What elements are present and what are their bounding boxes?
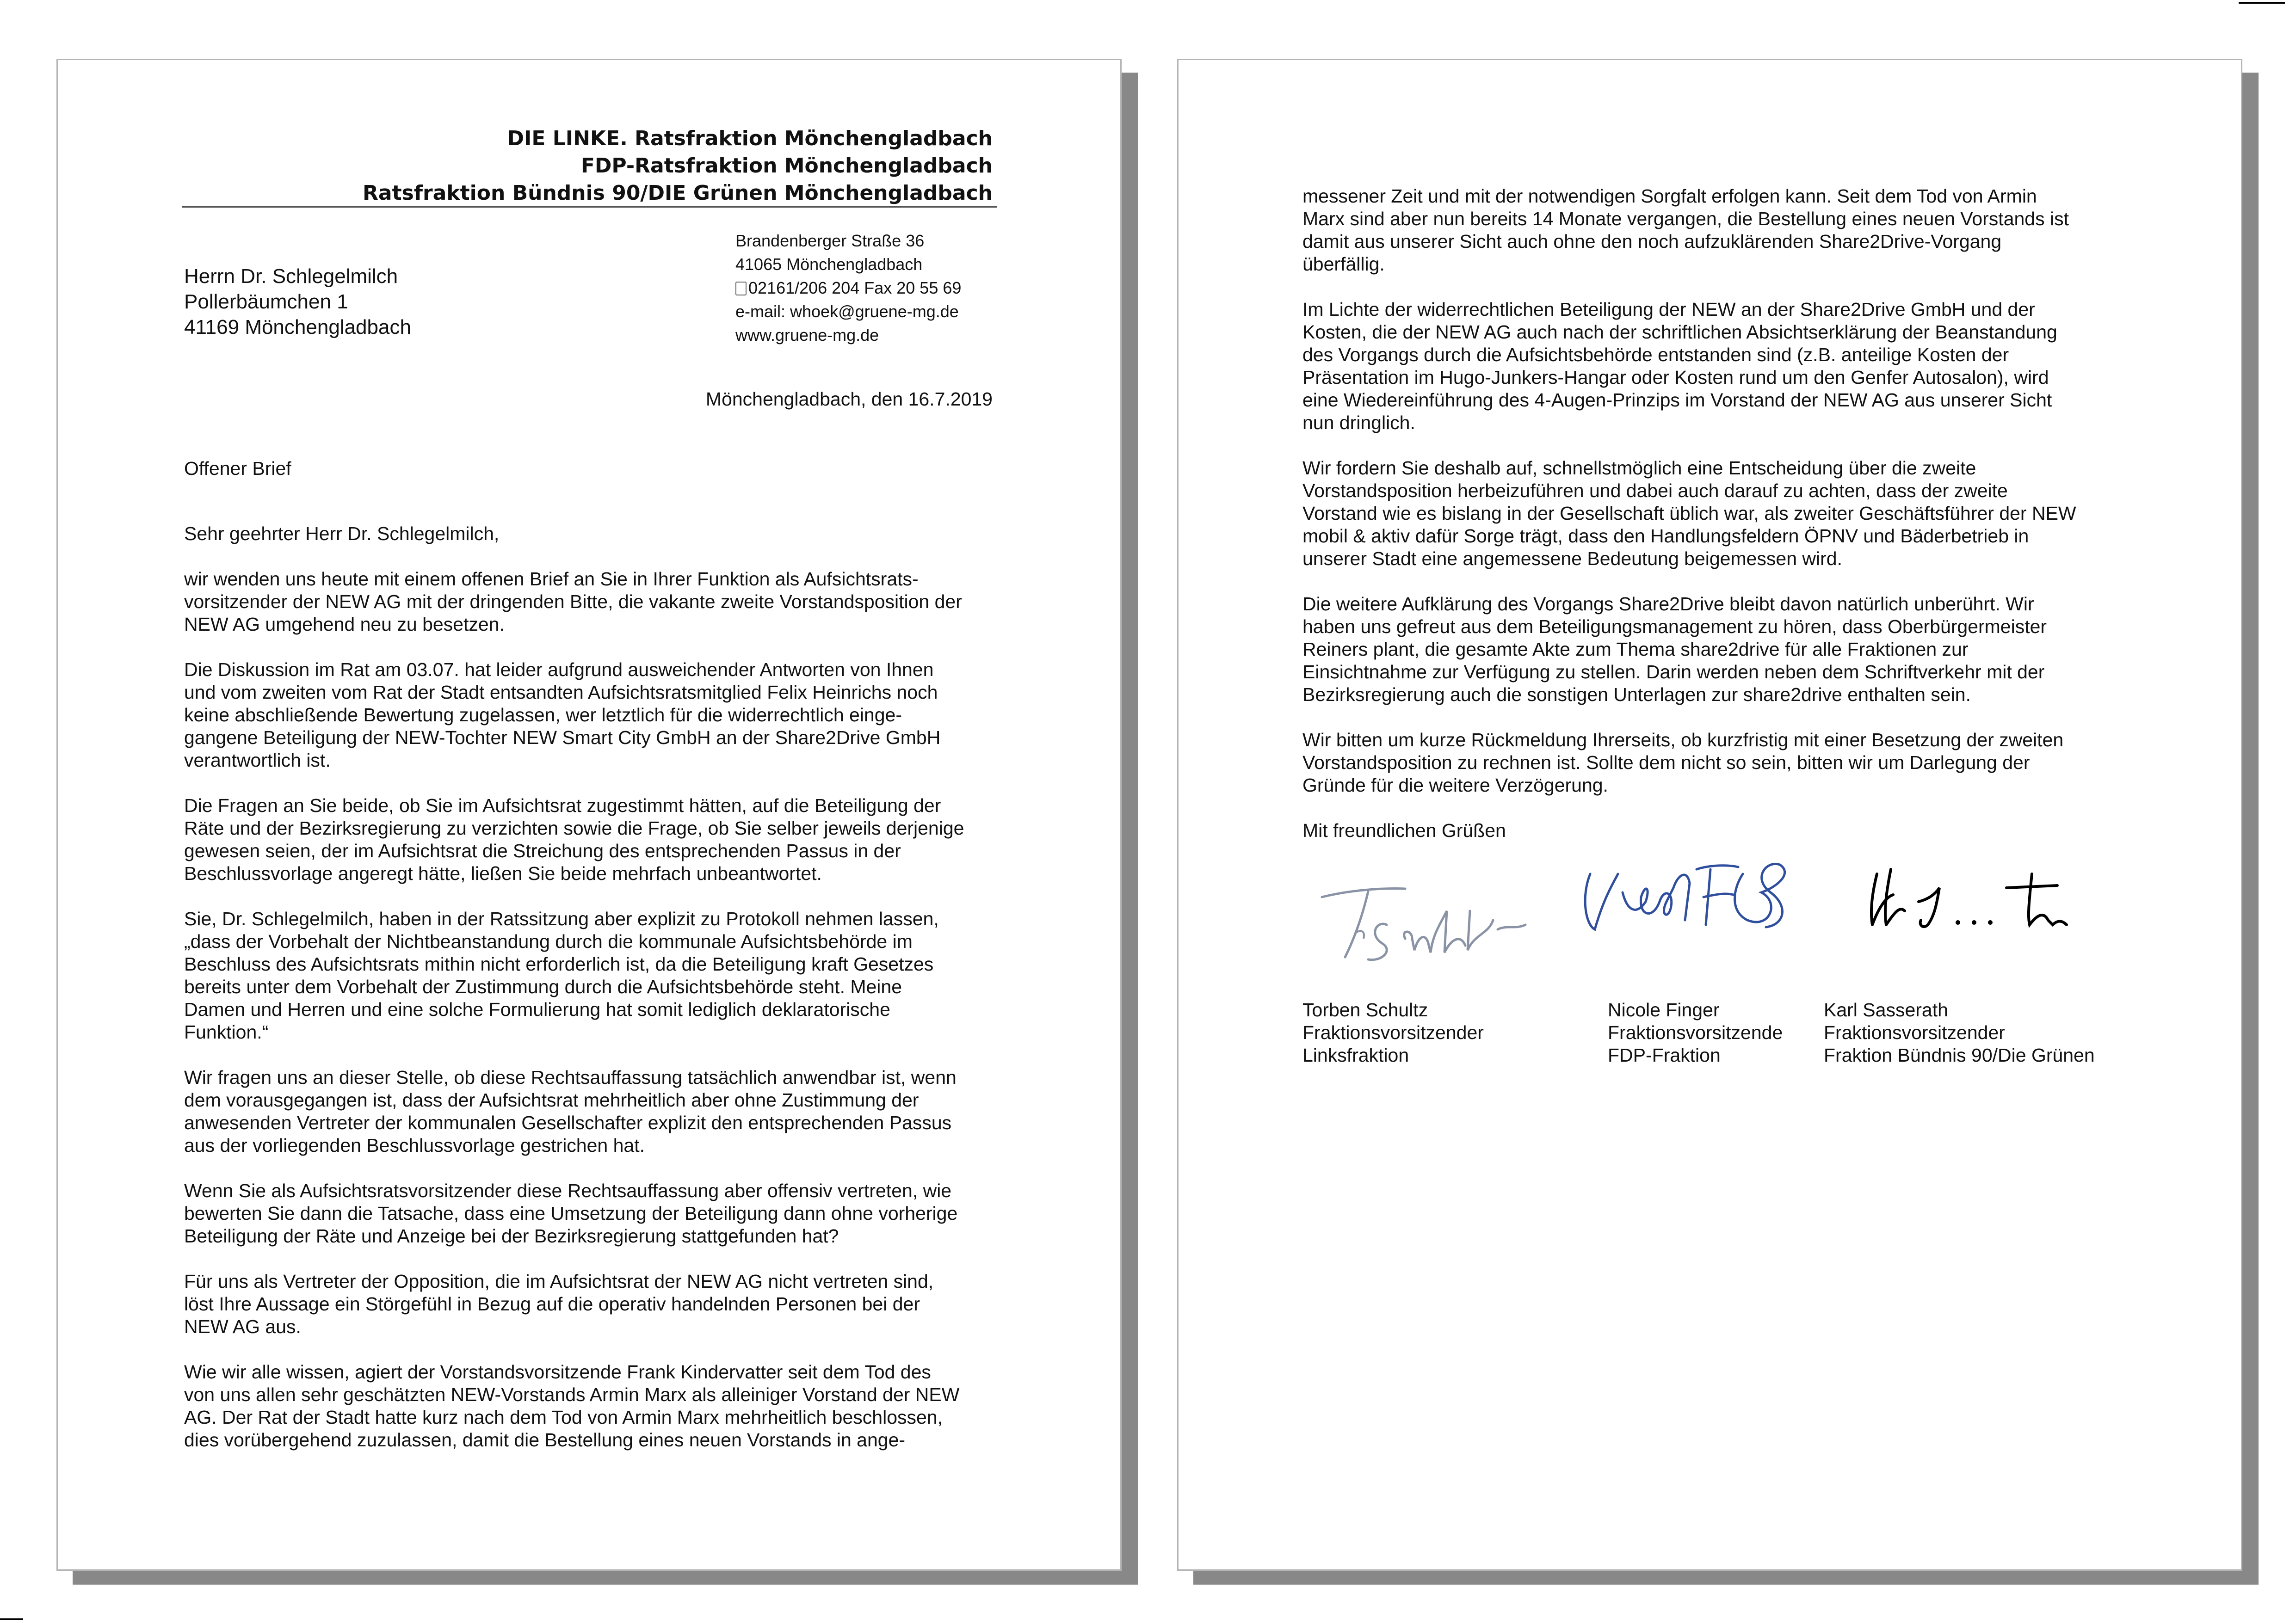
page-1-paragraphs — [184, 568, 1017, 1451]
text-line: Marx sind aber nun bereits 14 Monate vergangen, die Bestellung eines neuen Vorstands ist — [1302, 208, 2069, 229]
letterhead-line-fdp: FDP-Ratsfraktion Mönchengladbach — [580, 154, 993, 178]
letterhead-line-gruene: Ratsfraktion Bündnis 90/DIE Grünen Mönchengladbach — [363, 181, 993, 205]
text-line: löst Ihre Aussage ein Störgefühl in Bezug auf die operativ handelnden Personen bei der — [184, 1293, 920, 1315]
text-line: gangene Beteiligung der NEW-Tochter NEW Smart City GmbH an der Share2Drive GmbH — [184, 727, 941, 748]
text-line: vorsitzender der NEW AG mit der dringenden Bitte, die vakante zweite Vorstandsposition der — [184, 591, 962, 612]
text-line: Im Lichte der widerrechtlichen Beteiligung der NEW an der Share2Drive GmbH und der — [1302, 299, 2035, 320]
text-line: nun dringlich. — [1302, 412, 1415, 433]
recipient-name: Herrn Dr. Schlegelmilch — [184, 265, 398, 288]
text-line: verantwortlich ist. — [184, 750, 331, 771]
recipient-city: 41169 Mönchengladbach — [184, 316, 411, 338]
text-line: Die weitere Aufklärung des Vorgangs Share2Drive bleibt davon natürlich unberührt. Wir — [1302, 593, 2034, 615]
recipient-address — [184, 264, 411, 340]
text-line: und vom zweiten vom Rat der Stadt entsandten Aufsichtsratsmitglied Felix Heinrichs noch — [184, 682, 938, 703]
text-line: damit aus unserer Sicht auch ohne den noch aufzuklärenden Share2Drive-Vorgang — [1302, 231, 2002, 252]
letterhead — [363, 125, 993, 207]
sender-phone-line — [735, 276, 961, 300]
signatory-3-role: Fraktionsvorsitzender — [1824, 1022, 2005, 1043]
text-line: Einsichtnahme zur Verfügung zu stellen. Darin werden neben dem Schriftverkehr mit der — [1302, 661, 2045, 682]
text-line: „dass der Vorbehalt der Nichtbeanstandung durch die kommunale Aufsichtsbehörde im — [184, 931, 913, 952]
letter-body-page-2 — [1302, 185, 2158, 865]
text-line: Für uns als Vertreter der Opposition, die im Aufsichtsrat der NEW AG nicht vertreten sind, — [184, 1271, 934, 1292]
closing: Mit freundlichen Grüßen — [1302, 820, 1506, 841]
text-line: mobil & aktiv dafür Sorge trägt, dass den Handlungsfeldern ÖPNV und Bäderbetrieb in — [1302, 525, 2029, 547]
text-line: bewerten Sie dann die Tatsache, dass eine Umsetzung der Beteiligung dann ohne vorherige — [184, 1203, 958, 1224]
text-line: messener Zeit und mit der notwendigen Sorgfalt erfolgen kann. Seit dem Tod von Armin — [1302, 185, 2037, 207]
signatory-1 — [1302, 999, 1484, 1067]
text-line: Damen und Herren und eine solche Formulierung hat somit lediglich deklaratorische — [184, 999, 890, 1020]
text-line: Reiners plant, die gesamte Akte zum Thema share2drive für alle Fraktionen zur — [1302, 639, 1969, 660]
text-line: Wir bitten um kurze Rückmeldung Ihrerseits, ob kurzfristig mit einer Besetzung der zweiten — [1302, 729, 2064, 750]
text-line: anwesenden Vertreter der kommunalen Gesellschafter explizit den entsprechenden Passus — [184, 1112, 952, 1133]
letter-body-page-1 — [184, 523, 1017, 1474]
page-1-paragraph-5 — [184, 1066, 1017, 1157]
text-line: Beschlussvorlage angeregt hätte, ließen Sie beide mehrfach unbeantwortet. — [184, 863, 822, 884]
page-2-paragraph-5 — [1302, 729, 2158, 797]
page-2-paragraph-4 — [1302, 593, 2158, 706]
signatory-2-faction: FDP-Fraktion — [1608, 1045, 1721, 1066]
text-line: unserer Stadt eine angemessene Bedeutung beigemessen wird. — [1302, 548, 1842, 569]
sender-web: www.gruene-mg.de — [735, 326, 879, 344]
page-2-paragraph-3 — [1302, 457, 2158, 570]
corner-mark-bottom-left — [0, 1618, 23, 1620]
letter-subject: Offener Brief — [184, 458, 291, 479]
signatory-3-name: Karl Sasserath — [1824, 999, 1948, 1021]
text-line: Gründe für die weitere Verzögerung. — [1302, 775, 1608, 796]
signatory-2-role: Fraktionsvorsitzende — [1608, 1022, 1783, 1043]
letter-page-2 — [1177, 59, 2242, 1571]
text-line: eine Wiedereinführung des 4-Augen-Prinzips im Vorstand der NEW AG aus unserer Sicht — [1302, 389, 2052, 411]
text-line: Wie wir alle wissen, agiert der Vorstandsvorsitzende Frank Kindervatter seit dem Tod des — [184, 1361, 931, 1383]
letterhead-rule — [182, 206, 997, 208]
page-1-paragraph-8 — [184, 1361, 1017, 1451]
page-1-paragraph-7 — [184, 1270, 1017, 1338]
text-line: AG. Der Rat der Stadt hatte kurz nach dem Tod von Armin Marx mehrheitlich beschlossen, — [184, 1407, 943, 1428]
text-line: des Vorgangs durch die Aufsichtsbehörde entstanden sind (z.B. anteilige Kosten der — [1302, 344, 2009, 365]
salutation: Sehr geehrter Herr Dr. Schlegelmilch, — [184, 523, 500, 544]
text-line: von uns allen sehr geschätzten NEW-Vorstands Armin Marx als alleiniger Vorstand der NEW — [184, 1384, 960, 1405]
signature-karl-sasserath — [1858, 855, 2099, 939]
page-1-paragraph-4 — [184, 908, 1017, 1044]
text-line: Räte und der Bezirksregierung zu verzichten sowie die Frage, ob Sie selber jeweils derjenige — [184, 818, 964, 839]
page-1-paragraph-2 — [184, 658, 1017, 772]
text-line: haben uns gefreut aus dem Beteiligungsmanagement zu hören, dass Oberbürgermeister — [1302, 616, 2047, 637]
text-line: dies vorübergehend zuzulassen, damit die Bestellung eines neuen Vorstands in ange- — [184, 1429, 906, 1451]
sender-contact — [735, 229, 961, 347]
text-line: Wir fordern Sie deshalb auf, schnellstmöglich eine Entscheidung über die zweite — [1302, 457, 1976, 479]
signatory-3-faction: Fraktion Bündnis 90/Die Grünen — [1824, 1045, 2095, 1066]
text-line: NEW AG aus. — [184, 1316, 301, 1337]
text-line: Vorstandsposition zu rechnen ist. Sollte dem nicht so sein, bitten wir um Darlegung der — [1302, 752, 2030, 773]
page-2-paragraph-2 — [1302, 298, 2158, 434]
signatory-1-role: Fraktionsvorsitzender — [1302, 1022, 1484, 1043]
signatory-2-name: Nicole Finger — [1608, 999, 1720, 1021]
page-1-paragraph-1 — [184, 568, 1017, 636]
text-line: Funktion.“ — [184, 1021, 269, 1043]
page-1-paragraph-6 — [184, 1180, 1017, 1248]
sender-email: e-mail: whoek@gruene-mg.de — [735, 302, 959, 321]
text-line: gewesen seien, der im Aufsichtsrat die Streichung des entsprechenden Passus in der — [184, 840, 901, 861]
letterhead-line-linke: DIE LINKE. Ratsfraktion Mönchengladbach — [507, 127, 993, 150]
text-line: wir wenden uns heute mit einem offenen Brief an Sie in Ihrer Funktion als Aufsichtsrats- — [184, 568, 919, 590]
signatory-2 — [1608, 999, 1783, 1067]
phone-icon — [735, 282, 747, 295]
text-line: Kosten, die der NEW AG auch nach der schriftlichen Absichtserklärung der Beanstandung — [1302, 321, 2057, 343]
text-line: überfällig. — [1302, 253, 1385, 275]
text-line: Vorstand wie es bislang in der Gesellschaft üblich war, als zweiter Geschäftsführer der NEW — [1302, 503, 2076, 524]
sender-phone: 02161/206 204 Fax 20 55 69 — [748, 278, 962, 297]
text-line: keine abschließende Bewertung zugelassen, wer letztlich für die widerrechtlich einge- — [184, 704, 902, 725]
page-2-paragraphs — [1302, 185, 2158, 797]
text-line: Bezirksregierung auch die sonstigen Unterlagen zur share2drive enthalten sein. — [1302, 684, 1971, 705]
letter-page-1 — [56, 59, 1122, 1571]
text-line: Sie, Dr. Schlegelmilch, haben in der Ratssitzung aber explizit zu Protokoll nehmen lassen, — [184, 908, 939, 929]
text-line: bereits unter dem Vorbehalt der Zustimmung durch die Aufsichtsbehörde steht. Meine — [184, 976, 902, 997]
text-line: Beteiligung der Räte und Anzeige bei der Bezirksregierung stattgefunden hat? — [184, 1225, 839, 1247]
signatory-1-faction: Linksfraktion — [1302, 1045, 1409, 1066]
page-2-paragraph-1 — [1302, 185, 2158, 276]
corner-mark-top-right — [2239, 2, 2285, 4]
text-line: Wenn Sie als Aufsichtsratsvorsitzender diese Rechtsauffassung aber offensiv vertreten, wie — [184, 1180, 952, 1201]
text-line: Wir fragen uns an dieser Stelle, ob diese Rechtsauffassung tatsächlich anwendbar ist, wenn — [184, 1067, 957, 1088]
recipient-street: Pollerbäumchen 1 — [184, 290, 348, 313]
text-line: Vorstandsposition herbeizuführen und dabei auch darauf zu achten, dass der zweite — [1302, 480, 2008, 501]
text-line: dem vorausgegangen ist, dass der Aufsichtsrat mehrheitlich aber ohne Zustimmung der — [184, 1089, 919, 1111]
text-line: NEW AG umgehend neu zu besetzen. — [184, 614, 505, 635]
signature-nicole-finger — [1576, 846, 1817, 948]
letter-date: Mönchengladbach, den 16.7.2019 — [705, 388, 993, 410]
text-line: Die Fragen an Sie beide, ob Sie im Aufsichtsrat zugestimmt hätten, auf die Beteiligung der — [184, 795, 941, 816]
text-line: Präsentation im Hugo-Junkers-Hangar oder Kosten rund um den Genfer Autosalon), wird — [1302, 367, 2049, 388]
sender-city: 41065 Mönchengladbach — [735, 255, 923, 274]
sender-street: Brandenberger Straße 36 — [735, 231, 925, 250]
signatory-3 — [1824, 999, 2095, 1067]
text-line: Die Diskussion im Rat am 03.07. hat leider aufgrund ausweichender Antworten von Ihnen — [184, 659, 934, 680]
text-line: aus der vorliegenden Beschlussvorlage gestrichen hat. — [184, 1135, 645, 1156]
text-line: Beschluss des Aufsichtsrats mithin nicht erforderlich ist, da die Beteiligung kraft Gesetzes — [184, 953, 934, 975]
signature-torben-schultz — [1313, 865, 1539, 971]
signatory-1-name: Torben Schultz — [1302, 999, 1428, 1021]
page-1-paragraph-3 — [184, 794, 1017, 885]
